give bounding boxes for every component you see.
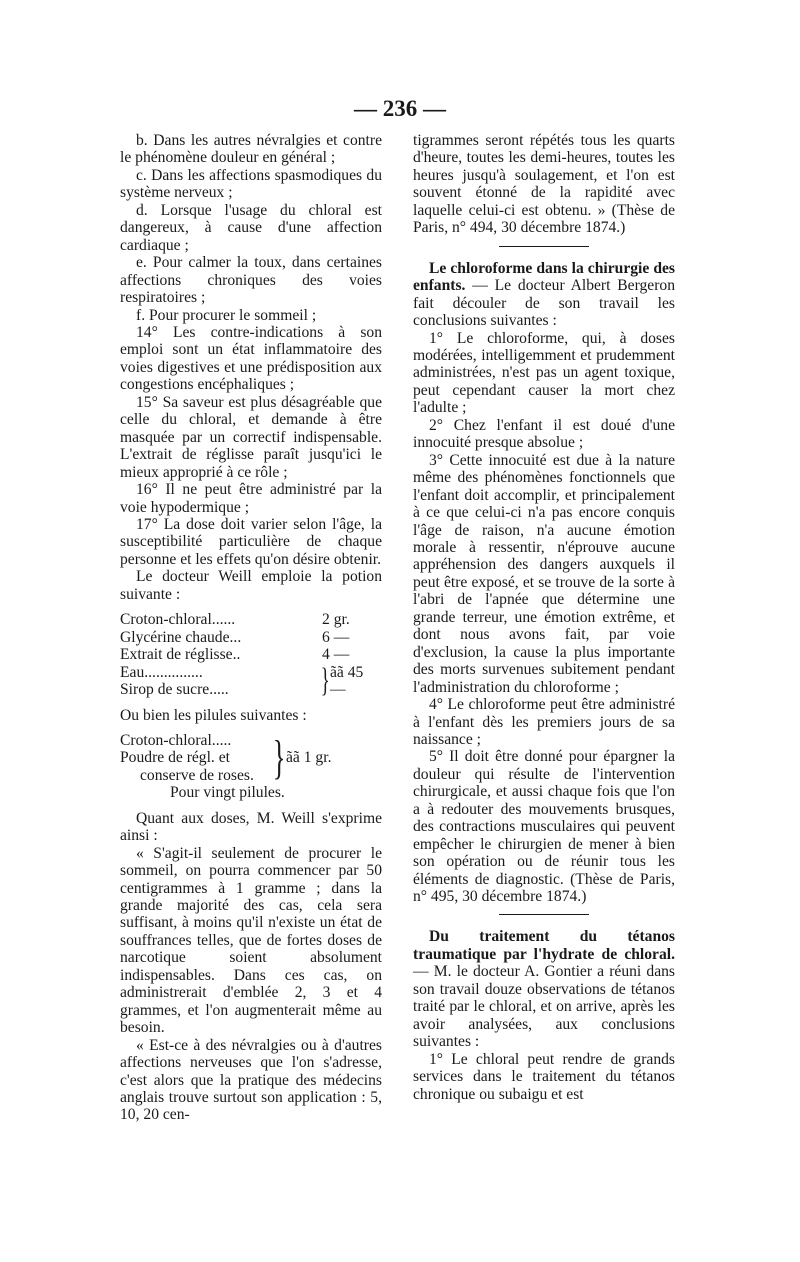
section-divider <box>499 246 589 247</box>
page-number: — 236 — <box>354 96 446 121</box>
ingredient-qty: ãã 45 — <box>330 663 364 699</box>
section-tetanos <box>413 928 675 1050</box>
conclusion-2: 2° Chez l'enfant il est doué d'une innocuité presque absolue ; <box>413 416 675 452</box>
paragraph-e: e. Pour calmer la toux, dans certaines affections chroniques des voies respiratoires ; <box>120 254 382 307</box>
left-column <box>120 132 382 1124</box>
ingredient-name: Sirop de sucre..... <box>120 681 229 699</box>
section-divider <box>499 914 589 915</box>
conclusion-3: 3° Cette innocuité est due à la nature même des phénomènes fonctionnels que l'enfant doit accomplir, et principalement à ce que celui-ci n'a pas encore conquis l'âge de raison, n'a aucune émotion morale à ressentir, n'éprouve aucune appréhension des dangers auxquels il peut être exposé, et se trouve de la sorte à l'abri de l'apnée que détermine une grande terreur, une émotion extrême, et dont nous avons fait, par voie d'exclusion, la cause la plus importante des morts survenues subitement pendant l'administration du chloroforme ; <box>413 451 675 696</box>
weill-intro: Le docteur Weill emploie la potion suivante : <box>120 568 382 603</box>
paragraph-14: 14° Les contre-indications à son emploi sont un état inflammatoire des voies digestives et une prédisposition aux congestions encéphaliques ; <box>120 323 382 394</box>
ingredient-name: Poudre de régl. et <box>120 749 230 767</box>
doses-intro: Quant aux doses, M. Weill s'exprime ainsi : <box>120 809 382 845</box>
section-title: Le chloroforme dans la chirurgie des enfants. <box>413 259 675 295</box>
paragraph-16: 16° Il ne peut être administré par la voie hypodermique ; <box>120 481 382 516</box>
section-title: Du traitement du tétanos traumatique par l'hydrate de chloral. <box>413 928 675 963</box>
section-chloroforme <box>413 260 675 330</box>
doses-quote-continued: « Est-ce à des névralgies ou à d'autres affections nerveuses que l'on s'adresse, c'est alors que la pratique des médecins anglais trouve surtout son application : 5, 10, 20 cen- <box>120 1036 382 1124</box>
paragraph-c: c. Dans les affections spasmodiques du système nerveux ; <box>120 166 382 202</box>
potion-formula <box>120 611 382 698</box>
formula-row <box>120 611 382 628</box>
section-intro: — Le docteur Albert Bergeron fait découler de son travail les conclusions suivantes : <box>413 277 675 330</box>
formula-brace-group <box>120 664 382 699</box>
ingredient-qty: 4 — <box>322 646 350 664</box>
ingredient-name: Croton-chloral...... <box>120 611 236 629</box>
brace-symbol: } <box>320 662 330 700</box>
formula-row <box>120 629 382 646</box>
pills-intro: Ou bien les pilules suivantes : <box>120 706 307 724</box>
paragraph-f: f. Pour procurer le sommeil ; <box>136 306 317 324</box>
paragraph-17: 17° La dose doit varier selon l'âge, la susceptibilité particulière de chaque personne et les effets qu'on désire obtenir. <box>120 515 382 568</box>
ingredient-name: Croton-chloral..... <box>120 731 232 749</box>
conclusion-1: 1° Le chloroforme, qui, à doses modérées, intelligemment et prudemment administrées, n'est pas un agent toxique, peut cependant causer la mort chez l'adulte ; <box>413 329 675 417</box>
ingredient-name: conserve de roses. <box>140 766 254 784</box>
conclusion-4: 4° Le chloroforme peut être administré à l'enfant dès les premiers jours de sa naissance ; <box>413 696 675 748</box>
conclusion-5: 5° Il doit être donné pour épargner la douleur qui résulte de l'intervention chirurgicale, et aussi chaque fois que l'on a à redouter des mouvements brusques, des contractions musculaires qui peuvent empêcher le chirurgien de mener à bien son opération ou de réunir tous les éléments de diagnostic. (Thèse de Paris, n° 495, 30 décembre 1874.) <box>413 748 675 906</box>
continuation-text: tigrammes seront répétés tous les quarts d'heure, toutes les demi-heures, toutes les heures jusqu'à soulagement, et l'on est souvent étonné de la rapidité avec laquelle celui-ci est obtenu. » (Thèse de Paris, n° 494, 30 décembre 1874.) <box>413 132 675 237</box>
formula-brace-group <box>120 732 382 784</box>
ingredient-name: Extrait de réglisse.. <box>120 646 241 664</box>
brace-symbol: } <box>272 731 286 785</box>
paragraph-d: d. Lorsque l'usage du chloral est dangereux, à cause d'une affection cardiaque ; <box>120 201 382 254</box>
ingredient-qty: 6 — <box>322 628 350 646</box>
paragraph-15: 15° Sa saveur est plus désagréable que celle du chloral, et demande à être masquée par un correctif indispensable. L'extrait de réglisse paraît jusqu'ici le mieux approprié à ce rôle ; <box>120 393 382 481</box>
conclusion-1: 1° Le chloral peut rendre de grands services dans le traitement du tétanos chronique ou subaigu et est <box>413 1050 675 1103</box>
doses-quote: « S'agit-il seulement de procurer le sommeil, on pourra commencer par 50 centigrammes à 1 gramme ; dans la grande majorité des cas, cela sera suffisant, à moins qu'il n'existe un état de souffrances telles, que de fortes doses de narcotique soient absolument indispensables. Dans ces cas, on administrerait d'emblée 2, 3 et 4 grammes, et l'on augmenterait même au besoin. <box>120 844 382 1037</box>
section-intro: — M. le docteur A. Gontier a réuni dans son travail douze observations de tétanos traité par le chloral, et on arrive, après les avoir analysées, aux conclusions suivantes : <box>413 963 675 1051</box>
pills-count: Pour vingt pilules. <box>170 784 285 802</box>
formula-row <box>120 646 382 663</box>
ingredient-name: Eau............... <box>120 663 203 681</box>
right-column <box>413 132 675 1103</box>
ingredient-qty: ãã 1 gr. <box>286 749 332 767</box>
pills-formula <box>120 732 382 802</box>
ingredient-name: Glycérine chaude... <box>120 628 242 646</box>
ingredient-qty: 2 gr. <box>322 611 350 629</box>
paragraph-b: b. Dans les autres névralgies et contre le phénomène douleur en général ; <box>120 132 382 167</box>
